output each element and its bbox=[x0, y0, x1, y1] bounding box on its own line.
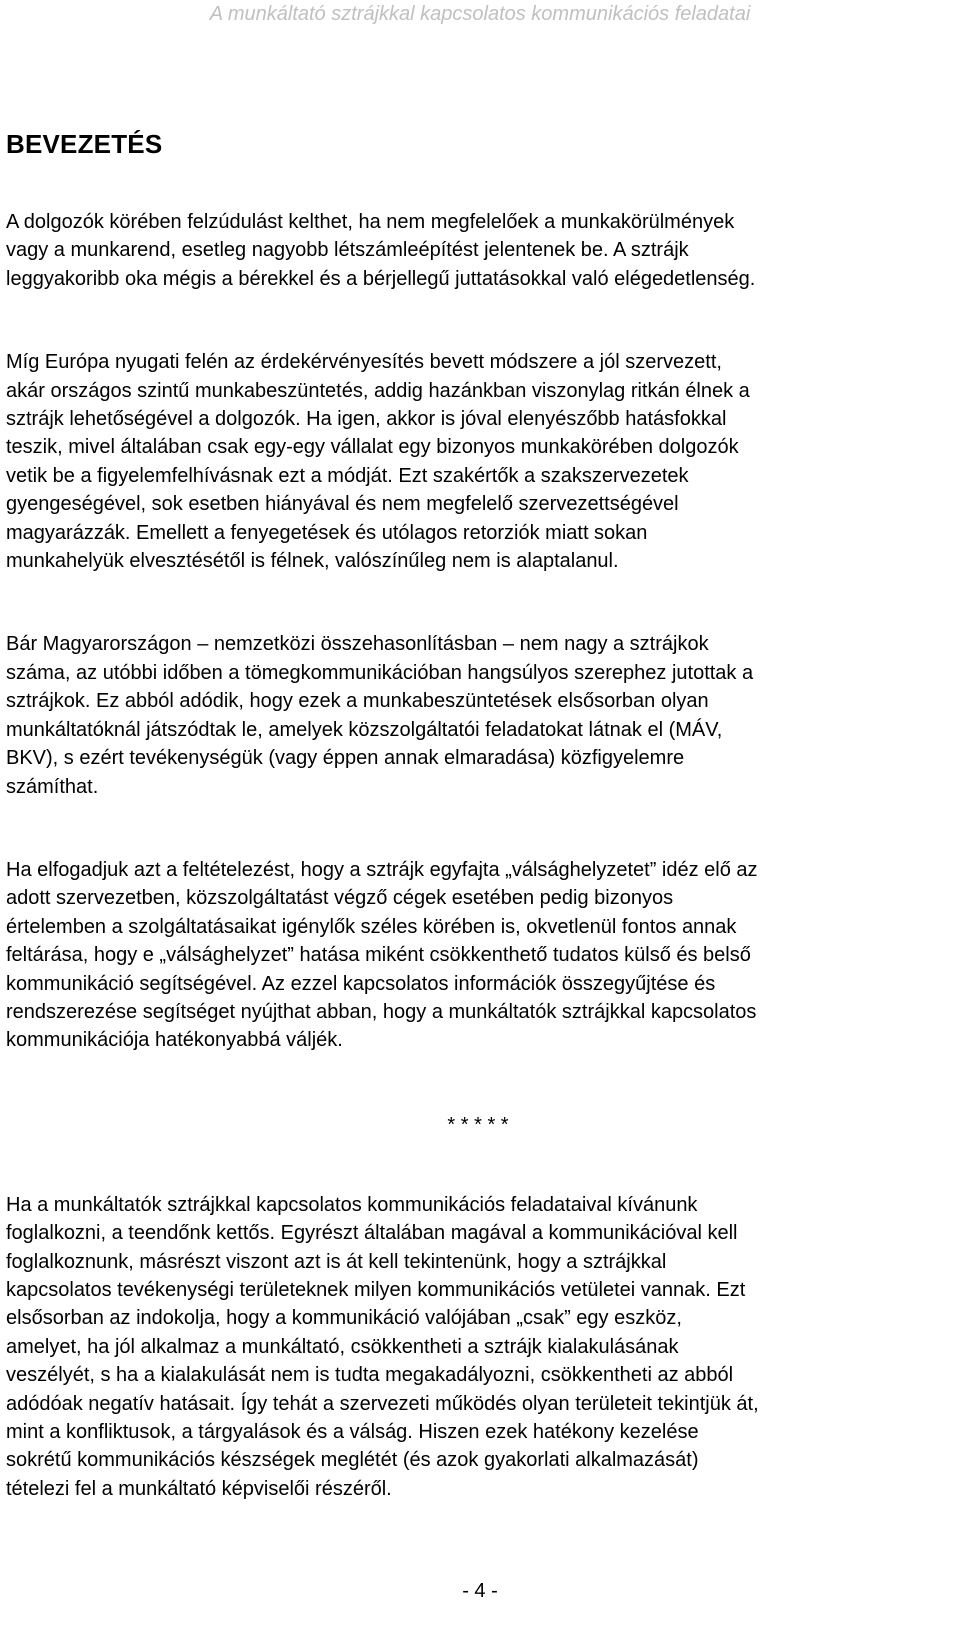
document-body bbox=[6, 126, 946, 1503]
paragraph: Ha elfogadjuk azt a feltételezést, hogy a sztrájk egyfajta „válsághelyzetet” idéz elő az adott szervezetben, közszolgáltatást végző cégek esetében pedig bizonyos értelemben a szolgáltatásaikat igénylők széles körében is, okvetlenül fontos annak feltárása, hogy e „válsághelyzet” hatása miként csökkenthető tudatos külső és belső kommunikáció segítségével. Az ezzel kapcsolatos információk összegyűjtése és rendszerezése segítséget nyújthat abban, hogy a munkáltatók sztrájkkal kapcsolatos kommunikációja hatékonyabbá váljék. bbox=[6, 858, 758, 1052]
paragraph: Ha a munkáltatók sztrájkkal kapcsolatos kommunikációs feladataival kívánunk foglalkozni, a teendőnk kettős. Egyrészt általában magával a kommunikációval kell foglalkoznunk, másrészt viszont azt is át kell tekintenünk, hogy a sztrájkkal kapcsolatos tevékenységi területeknek milyen kommunikációs vetületei vannak. Ezt elsősorban az indokolja, hogy a kommunikáció valójában „csak” egy eszköz, amelyet, ha jól alkalmaz a munkáltató, csökkentheti a sztrájk kialakulásának veszélyét, s ha a kialakulását nem is tudta megakadályozni, csökkentheti az abból adódóak negatív hatásait. Így tehát a szervezeti működés olyan területeit tekintjük át, mint a konfliktusok, a tárgyalások és a válság. Hiszen ezek hatékony kezelése sokrétű kommunikációs készségek meglétét (és azok gyakorlati alkalmazását) tételezi fel a munkáltató képviselői részéről. bbox=[6, 1193, 759, 1500]
section-heading: BEVEZETÉS bbox=[6, 129, 163, 159]
paragraph: Míg Európa nyugati felén az érdekérvényesítés bevett módszere a jól szervezett, akár országos szintű munkabeszüntetés, addig hazánkban viszonylag ritkán élnek a sztrájk lehetőségével a dolgozók. Ha igen, akkor is jóval elenyészőbb hatásfokkal teszik, mivel általában csak egy-egy vállalat egy bizonyos munkakörében dolgozók vetik be a figyelemfelhívásnak ezt a módját. Ezt szakértők a szakszervezetek gyengeségével, sok esetben hiányával és nem megfelelő szervezettségével magyarázzák. Emellett a fenyegetések és utólagos retorziók miatt sokan munkahelyük elvesztésétől is félnek, valószínűleg nem is alaptalanul. bbox=[6, 351, 750, 573]
paragraph: A dolgozók körében felzúdulást kelthet, ha nem megfelelőek a munkakörülmények vagy a munkarend, esetleg nagyobb létszámleépítést jelentenek be. A sztrájk leggyakoribb oka mégis a bérekkel és a bérjellegű juttatásokkal való elégedetlenség. bbox=[6, 211, 756, 290]
paragraph: Bár Magyarországon – nemzetközi összehasonlításban – nem nagy a sztrájkok száma, az utóbbi időben a tömegkommunikációban hangsúlyos szerephez jutottak a sztrájkok. Ez abból adódik, hogy ezek a munkabeszüntetések elsősorban olyan munkáltatóknál játszódtak le, amelyek közszolgáltatói feladatokat látnak el (MÁV, BKV), s ezért tevékenységük (vagy éppen annak elmaradása) közfigyelemre számíthat. bbox=[6, 633, 754, 798]
section-separator: * * * * * bbox=[447, 1113, 509, 1136]
running-header: A munkáltató sztrájkkal kapcsolatos kommunikációs feladatai bbox=[209, 3, 751, 25]
page-number: - 4 - bbox=[462, 1580, 498, 1602]
